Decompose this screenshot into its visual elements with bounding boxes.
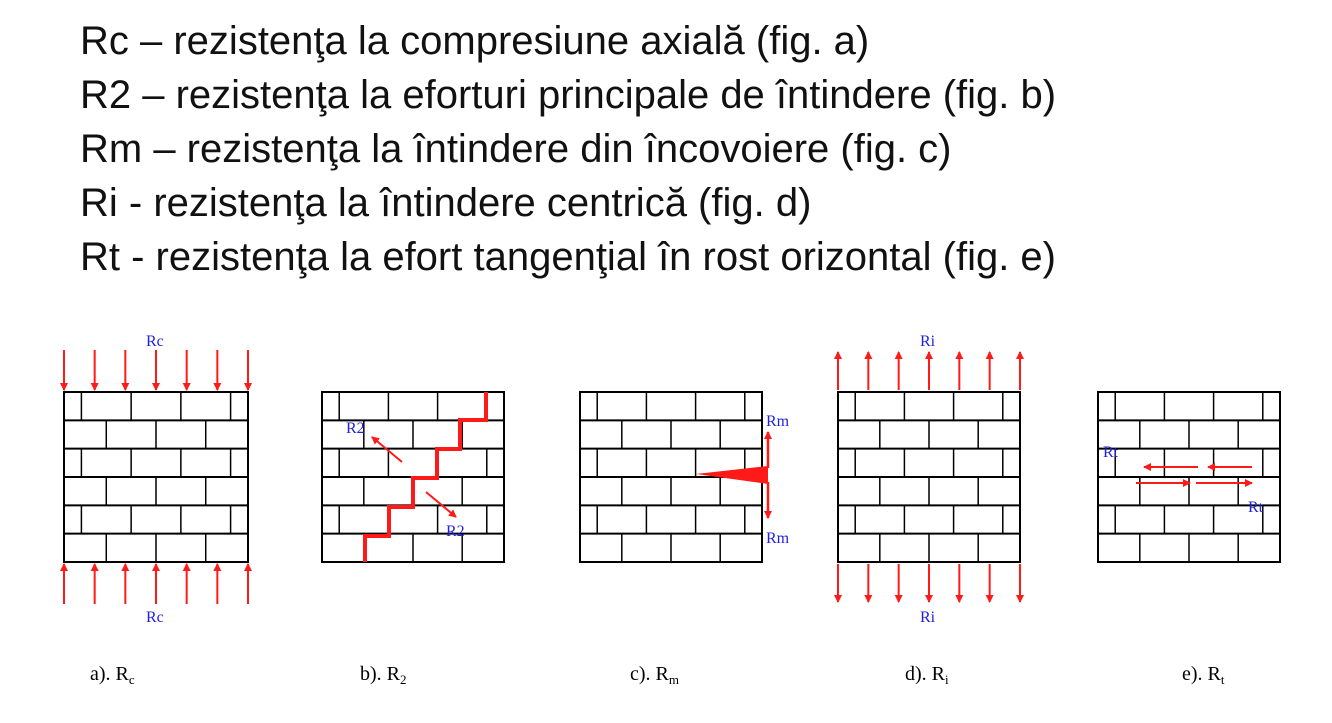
figure-a	[64, 333, 248, 687]
definition-rt: Rt - rezistenţa la efort tangenţial în rost orizontal (fig. e)	[80, 235, 1056, 279]
force-label-rm-top: Rm	[766, 413, 790, 430]
definition-rc: Rc – rezistenţa la compresiune axială (fig. a)	[80, 19, 870, 63]
force-label-ri-top: Ri	[920, 333, 936, 350]
masonry-wall-a	[64, 392, 248, 562]
figure-d	[838, 333, 1020, 687]
force-label-rc-bottom: Rc	[146, 609, 164, 626]
force-label-rm-bottom: Rm	[766, 530, 790, 547]
masonry-wall-d	[838, 392, 1020, 562]
caption-a: a). $R_c$	[90, 663, 135, 687]
caption-e: e). $R_t$	[1182, 663, 1225, 687]
force-label-r2-top: R2	[346, 420, 365, 437]
figure-b	[322, 392, 504, 687]
figure-c	[580, 392, 790, 687]
force-label-r2-bottom: R2	[446, 523, 465, 540]
caption-d: d). $R_i$	[905, 663, 949, 687]
figure-e	[1098, 392, 1280, 687]
force-label-rt-right: Rt	[1248, 499, 1264, 516]
caption-c: c). $R_m$	[630, 663, 680, 687]
caption-b: b). $R_2$	[360, 663, 407, 687]
force-label-rt-left: Rt	[1103, 444, 1119, 461]
definition-r2: R2 – rezistenţa la eforturi principale de întindere (fig. b)	[80, 73, 1057, 117]
definition-rm: Rm – rezistenţa la întindere din încovoiere (fig. c)	[80, 127, 952, 171]
definition-ri: Ri - rezistenţa la întindere centrică (fig. d)	[80, 181, 812, 225]
force-label-ri-bottom: Ri	[920, 609, 936, 626]
masonry-wall-e	[1098, 392, 1280, 562]
force-label-rc-top: Rc	[146, 333, 164, 350]
